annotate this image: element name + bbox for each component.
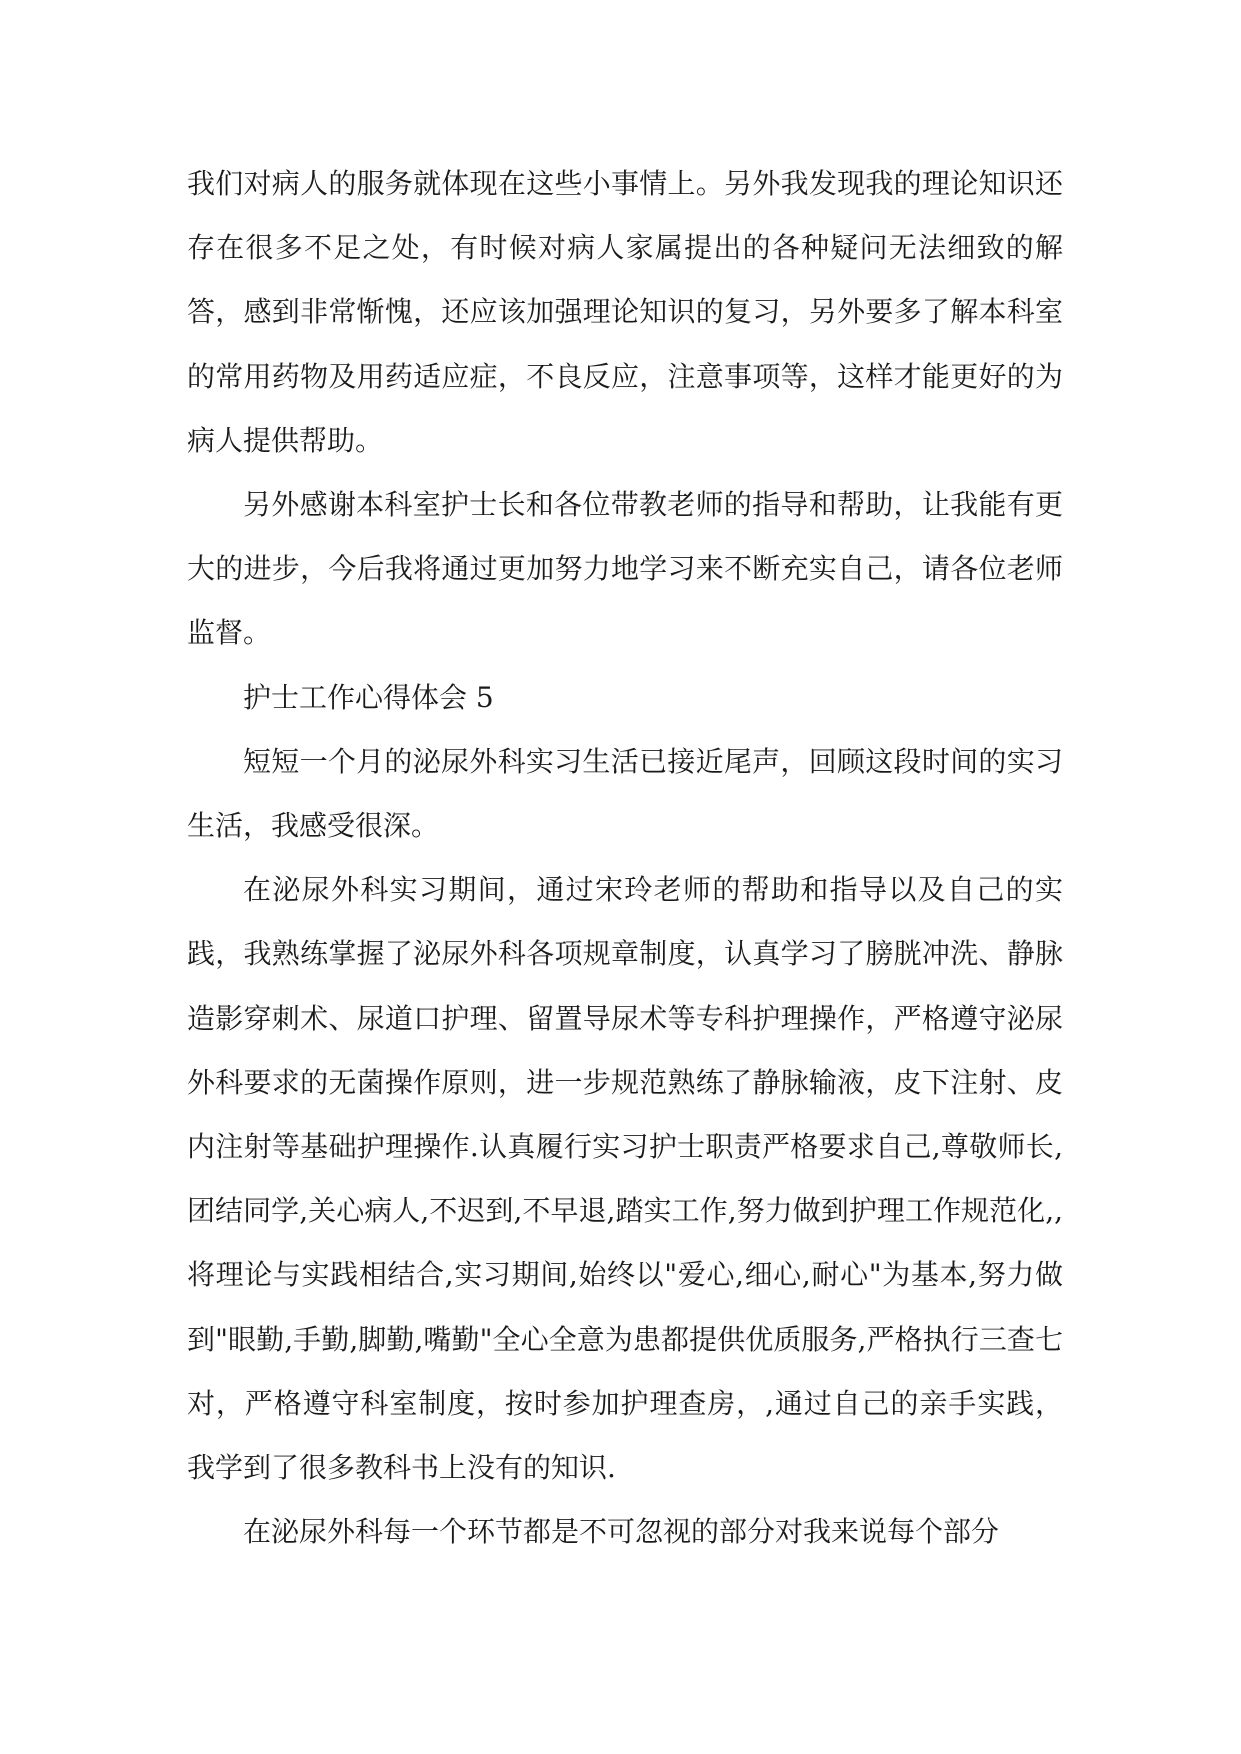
paragraph-3: 短短一个月的泌尿外科实习生活已接近尾声，回顾这段时间的实习生活，我感受很深。: [187, 744, 1063, 843]
document-page: [187, 152, 1063, 1564]
paragraph-5: 在泌尿外科每一个环节都是不可忽视的部分对我来说每个部分: [243, 1515, 1000, 1549]
section-heading: 护士工作心得体会 5: [243, 680, 494, 714]
paragraph-2: 另外感谢本科室护士长和各位带教老师的指导和帮助，让我能有更大的进步，今后我将通过更加努力地学习来不断充实自己，请各位老师监督。: [187, 488, 1063, 650]
paragraph-1: 我们对病人的服务就体现在这些小事情上。另外我发现我的理论知识还存在很多不足之处，有时候对病人家属提出的各种疑问无法细致的解答，感到非常惭愧，还应该加强理论知识的复习，另外要多了解本科室的常用药物及用药适应症，不良反应，注意事项等，这样才能更好的为病人提供帮助。: [187, 167, 1063, 457]
paragraph-4: 在泌尿外科实习期间，通过宋玲老师的帮助和指导以及自己的实践，我熟练掌握了泌尿外科各项规章制度，认真学习了膀胱冲洗、静脉造影穿刺术、尿道口护理、留置导尿术等专科护理操作，严格遵守泌尿外科要求的无菌操作原则，进一步规范熟练了静脉输液，皮下注射、皮内注射等基础护理操作.认真履行实习护士职责严格要求自己,尊敬师长,团结同学,关心病人,不迟到,不早退,踏实工作,努力做到护理工作规范化,,将理论与实践相结合,实习期间,始终以"爱心,细心,耐心"为基本,努力做到"眼勤,手勤,脚勤,嘴勤"全心全意为患都提供优质服务,严格执行三查七对，严格遵守科室制度，按时参加护理查房，,通过自己的亲手实践，我学到了很多教科书上没有的知识.: [187, 873, 1063, 1485]
